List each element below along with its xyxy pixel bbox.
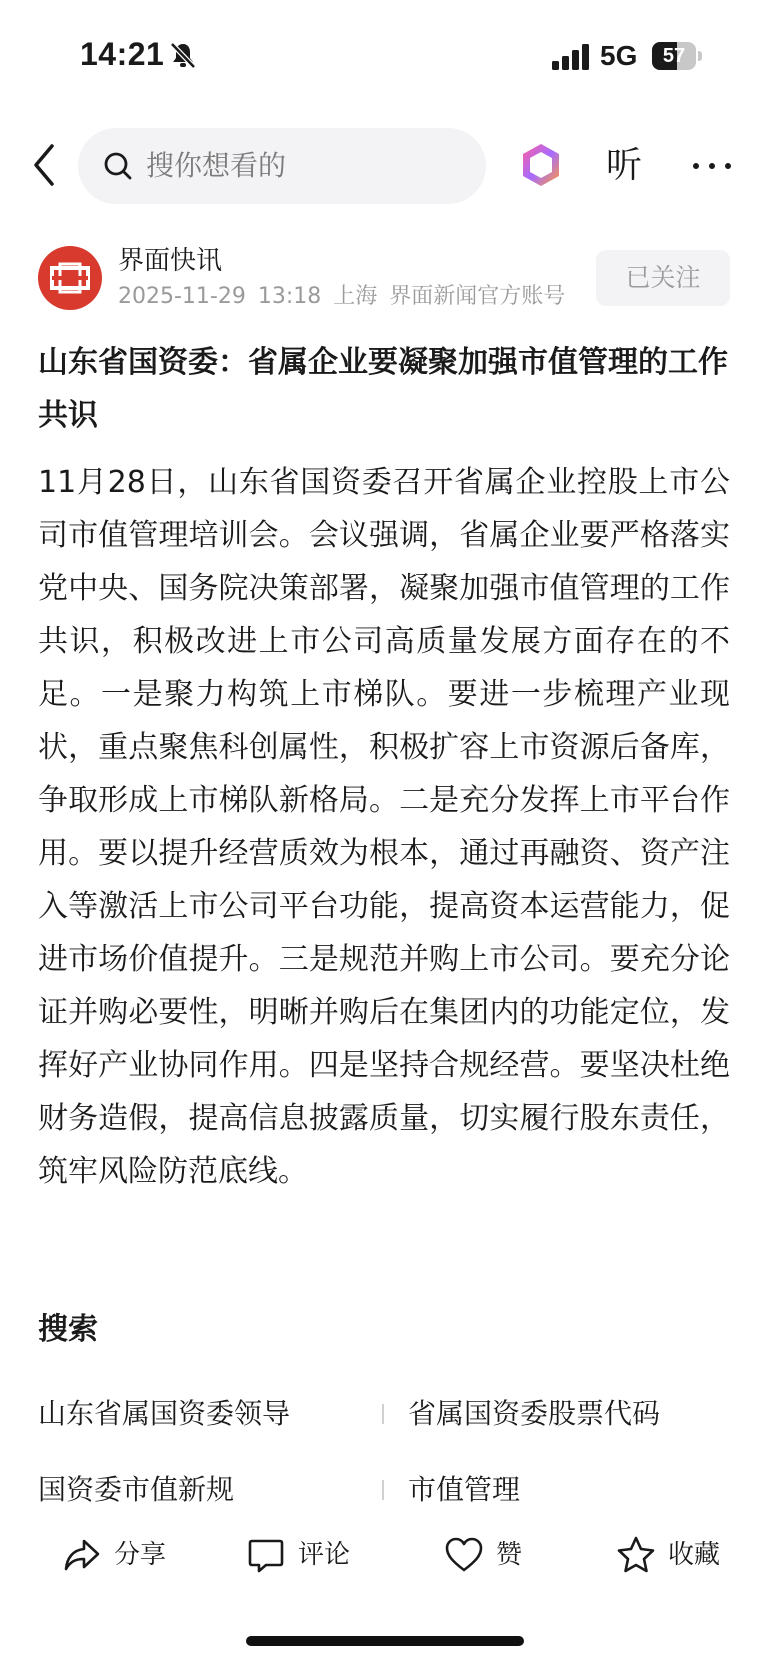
account-type: 界面新闻官方账号: [389, 284, 566, 309]
like-button[interactable]: [444, 1520, 534, 1590]
battery-indicator: [652, 42, 704, 70]
related-search-item[interactable]: 国资委市值新规: [38, 1473, 235, 1506]
back-icon[interactable]: [28, 140, 64, 190]
favorite-button[interactable]: [616, 1520, 726, 1590]
ai-assistant-icon[interactable]: [518, 142, 564, 188]
status-time: 14:21: [80, 36, 165, 72]
battery-cap: [698, 51, 702, 61]
divider: [382, 1404, 384, 1424]
bottom-action-bar: [0, 1520, 769, 1590]
author-meta: [118, 282, 577, 312]
publish-time: 13:18: [257, 284, 322, 309]
publish-location: 上海: [333, 284, 378, 309]
article-title: 山东省国资委：省属企业要凝聚加强市值管理的工作共识: [38, 345, 728, 433]
comment-icon: [246, 1535, 286, 1575]
search-icon: [102, 150, 134, 182]
search-placeholder: 搜你想看的: [146, 149, 287, 182]
related-search-heading: 搜索: [38, 1312, 98, 1347]
avatar[interactable]: [38, 246, 102, 310]
divider: [382, 1480, 384, 1500]
heart-icon: [444, 1535, 484, 1575]
bell-muted-icon: [168, 40, 198, 70]
article-body: 11月28日，山东省国资委召开省属企业控股上市公司市值管理培训会。会议强调，省属企业要严格落实党中央、国务院决策部署，凝聚加强市值管理的工作共识，积极改进上市公司高质量发展方面存在的不足。一是聚力构筑上市梯队。要进一步梳理产业现状，重点聚焦科创属性，积极扩容上市资源后备库，争取形成上市梯队新格局。二是充分发挥上市平台作用。要以提升经营质效为根本，通过再融资、资产注入等激活上市公司平台功能，提高资本运营能力，促进市场价值提升。三是规范并购上市公司。要充分论证并购必要性，明晰并购后在集团内的功能定位，发挥好产业协同作用。四是坚持合规经营。要坚决杜绝财务造假，提高信息披露质量，切实履行股东责任，筑牢风险防范底线。: [38, 465, 730, 1189]
follow-button[interactable]: 已关注: [596, 250, 730, 306]
related-search-item[interactable]: 省属国资委股票代码: [408, 1397, 661, 1430]
status-bar: [0, 0, 769, 112]
more-icon[interactable]: [690, 156, 734, 176]
comment-button[interactable]: [246, 1520, 356, 1590]
favorite-label: 收藏: [668, 1540, 721, 1570]
search-input[interactable]: [78, 128, 486, 204]
battery-body: [652, 42, 696, 70]
share-button[interactable]: [62, 1520, 172, 1590]
comment-label: 评论: [298, 1540, 351, 1570]
listen-button[interactable]: 听: [606, 145, 643, 186]
battery-level-text: 57: [662, 45, 686, 67]
network-label: 5G: [600, 40, 638, 71]
like-label: 赞: [496, 1540, 523, 1570]
related-search-item[interactable]: 山东省属国资委领导: [38, 1397, 291, 1430]
related-search-item[interactable]: 市值管理: [408, 1473, 521, 1506]
publisher-logo: [38, 246, 102, 310]
publish-date: 2025-11-29: [118, 284, 246, 309]
share-icon: [62, 1535, 102, 1575]
share-label: 分享: [114, 1540, 167, 1570]
signal-icon: [552, 44, 590, 70]
author-name[interactable]: 界面快讯: [118, 246, 223, 276]
star-icon: [616, 1535, 656, 1575]
home-indicator[interactable]: [246, 1636, 524, 1646]
